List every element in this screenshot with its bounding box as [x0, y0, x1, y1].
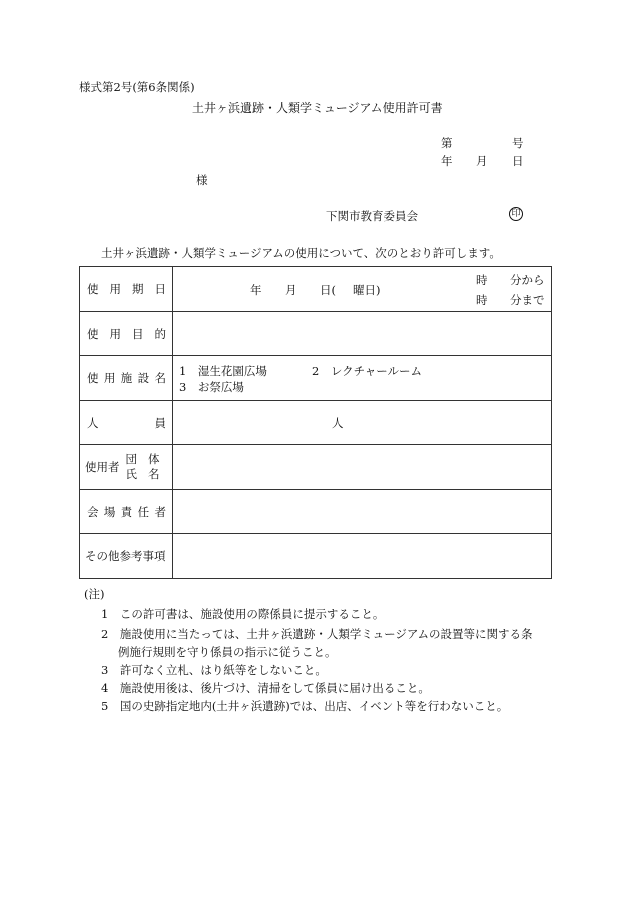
- issue-year: 年: [441, 154, 453, 168]
- period-weekday: 曜日): [353, 283, 381, 297]
- label-user: 使用者 団 体 氏 名: [80, 445, 173, 490]
- label-headcount: 人 員: [80, 401, 173, 445]
- time-to-hour: 時: [476, 293, 488, 307]
- headcount-unit: 人: [332, 416, 344, 430]
- facility-value-cell[interactable]: [173, 356, 552, 401]
- seal-mark: 印: [509, 207, 523, 221]
- note-item-2-continued: 例施行規則を守り係員の指示に従うこと。: [118, 645, 337, 659]
- venue-manager-value-cell[interactable]: [173, 490, 552, 534]
- row-purpose: [80, 312, 552, 356]
- label-venue-manager: 会 場 責 任 者: [80, 490, 173, 534]
- facility-option-2[interactable]: 2 レクチャールーム: [312, 364, 423, 378]
- permit-number-prefix: 第: [441, 136, 453, 150]
- other-value-cell[interactable]: [173, 534, 552, 579]
- time-from-minute: 分から: [510, 273, 545, 287]
- facility-option-1[interactable]: 1 湿生花園広場: [179, 364, 267, 378]
- issue-day: 日: [512, 154, 524, 168]
- intro-text: 土井ヶ浜遺跡・人類学ミュージアムの使用について、次のとおり許可します。: [101, 246, 501, 260]
- row-venue-manager: [80, 490, 552, 534]
- period-year: 年: [250, 283, 262, 297]
- period-month: 月: [285, 283, 297, 297]
- addressee-honorific: 様: [196, 173, 208, 187]
- note-item-2: 2 施設使用に当たっては、土井ヶ浜遺跡・人類学ミュージアムの設置等に関する条: [101, 627, 533, 641]
- user-value-cell[interactable]: [173, 445, 552, 490]
- time-from-hour: 時: [476, 273, 488, 287]
- permit-number-suffix: 号: [512, 136, 524, 150]
- period-value-cell[interactable]: [173, 267, 552, 312]
- time-to-minute: 分まで: [510, 293, 545, 307]
- note-item-4: 4 施設使用後は、後片づけ、清掃をして係員に届け出ること。: [101, 681, 430, 695]
- label-other: その他参考事項: [80, 534, 173, 579]
- note-item-3: 3 許可なく立札、はり紙等をしないこと。: [101, 663, 327, 677]
- row-user: [80, 445, 552, 490]
- notes-heading: (注): [84, 587, 105, 601]
- facility-option-3[interactable]: 3 お祭広場: [179, 380, 244, 394]
- label-period: 使 用 期 日: [80, 267, 173, 312]
- note-item-5: 5 国の史跡指定地内(土井ヶ浜遺跡)では、出店、イベント等を行わないこと。: [101, 699, 509, 713]
- issue-month: 月: [476, 154, 488, 168]
- period-day: 日(: [320, 283, 336, 297]
- label-facility: 使 用 施 設 名: [80, 356, 173, 401]
- note-item-1: 1 この許可書は、施設使用の際係員に提示すること。: [101, 607, 385, 621]
- headcount-value-cell[interactable]: [173, 401, 552, 445]
- form-number: 様式第2号(第6条関係): [79, 80, 195, 94]
- permit-form-table: [79, 266, 552, 579]
- purpose-value-cell[interactable]: [173, 312, 552, 356]
- issuer-name: 下関市教育委員会: [326, 209, 418, 223]
- row-headcount: [80, 401, 552, 445]
- label-purpose: 使 用 目 的: [80, 312, 173, 356]
- row-period: [80, 267, 552, 312]
- document-title: 土井ヶ浜遺跡・人類学ミュージアム使用許可書: [192, 101, 443, 115]
- row-facility: [80, 356, 552, 401]
- row-other: [80, 534, 552, 579]
